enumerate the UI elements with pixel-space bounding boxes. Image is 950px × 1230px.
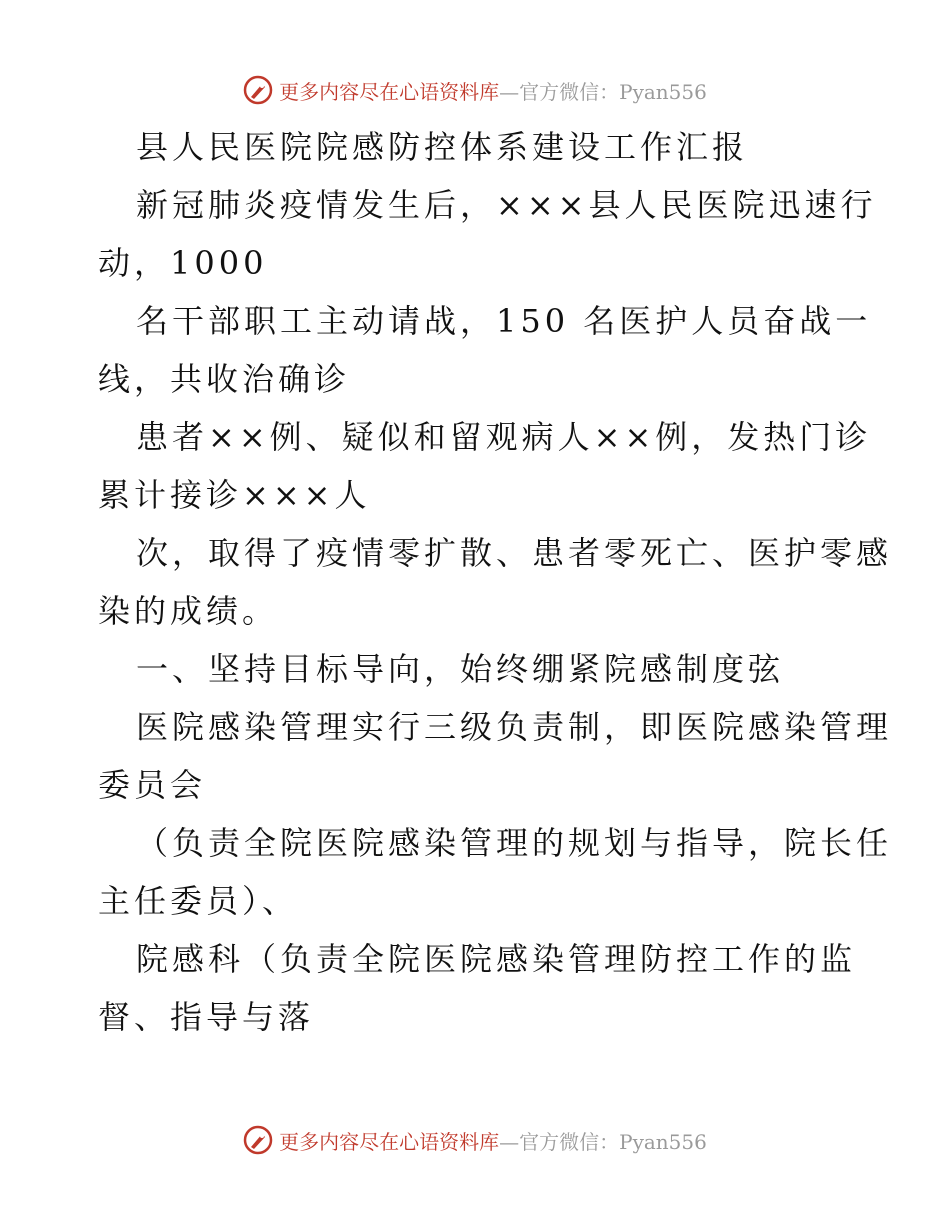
paragraph-line: 院感科（负责全院医院感染管理防控工作的监 — [136, 940, 857, 978]
paragraph-line: 督、指导与落 — [98, 998, 315, 1036]
paragraph-line: 次，取得了疫情零扩散、患者零死亡、医护零感 — [136, 534, 893, 572]
paragraph-line: 委员会 — [98, 766, 207, 804]
pen-nib-logo-icon — [243, 75, 273, 105]
watermark-wechat-text: —官方微信：Pyan556 — [499, 1129, 707, 1154]
paragraph-line: （负责全院医院感染管理的规划与指导，院长任 — [136, 824, 893, 862]
pen-nib-logo-icon — [243, 1125, 273, 1155]
watermark-wechat-text: —官方微信：Pyan556 — [499, 79, 707, 104]
document-body — [98, 118, 893, 1046]
paragraph-line: 新冠肺炎疫情发生后，×××县人民医院迅速行 — [136, 186, 877, 224]
paragraph-line: 名干部职工主动请战，150 名医护人员奋战一 — [136, 302, 872, 340]
paragraph-line: 主任委员）、 — [98, 882, 299, 920]
paragraph-line: 医院感染管理实行三级负责制，即医院感染管理 — [136, 708, 893, 746]
footer-watermark-banner — [0, 1120, 950, 1160]
watermark-text — [279, 76, 707, 105]
paragraph-line: 动，1000 — [98, 244, 268, 282]
paragraph-line: 累计接诊×××人 — [98, 476, 371, 514]
paragraph-line: 线，共收治确诊 — [98, 360, 351, 398]
watermark-main-text: 更多内容尽在心语资料库 — [279, 1129, 500, 1154]
header-watermark-banner — [0, 70, 950, 110]
section-heading: 一、坚持目标导向，始终绷紧院感制度弦 — [136, 650, 785, 688]
paragraph-line: 患者××例、疑似和留观病人××例，发热门诊 — [136, 418, 872, 456]
watermark-main-text: 更多内容尽在心语资料库 — [279, 79, 500, 104]
paragraph-line: 染的成绩。 — [98, 592, 279, 630]
watermark-text — [279, 1126, 707, 1155]
document-title: 县人民医院院感防控体系建设工作汇报 — [136, 128, 749, 166]
